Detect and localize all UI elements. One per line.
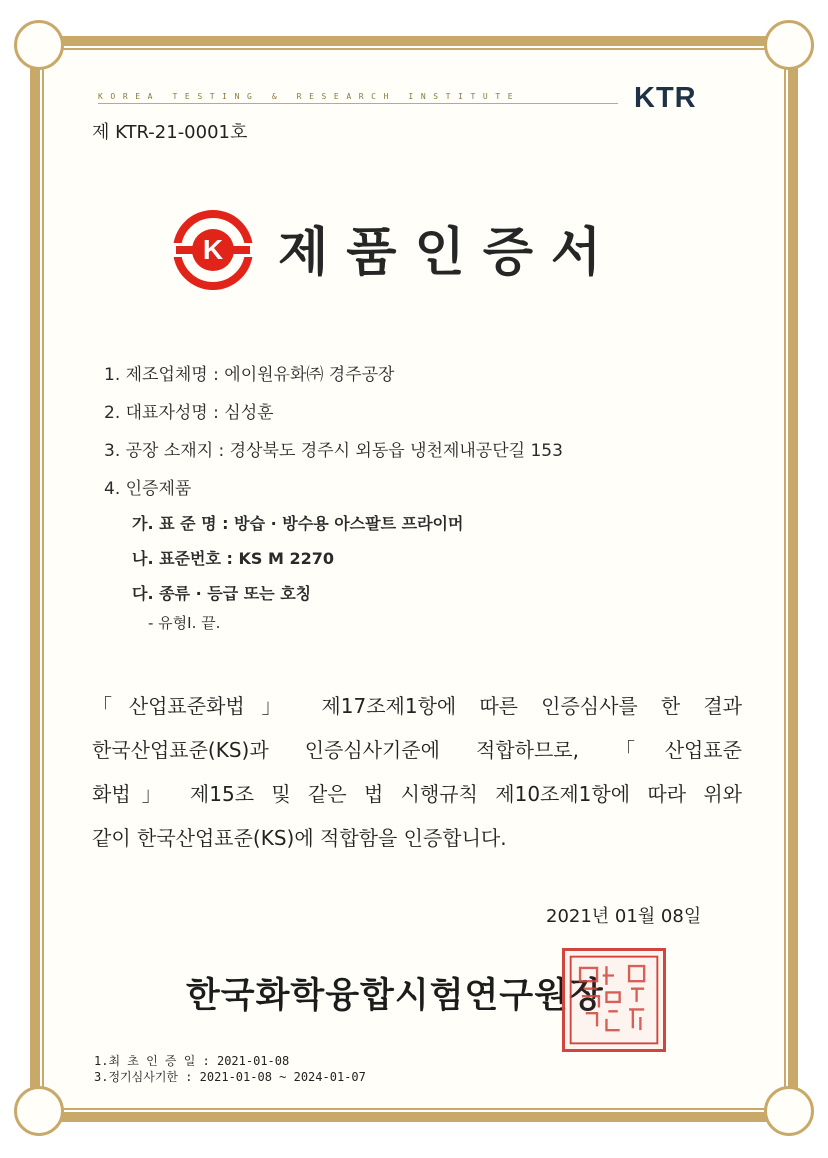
product-standard-name: 가. 표 준 명 : 방습 · 방수용 아스팔트 프라이머 [132,514,464,533]
info-certified-product: 4. 인증제품 [104,479,192,499]
issue-date: 2021년 01월 08일 [546,906,702,927]
statement-line: 「산업표준화법」 제17조제1항에 따른 인증심사를 한 결과 [92,694,742,718]
ktr-logo: KTR [634,82,697,114]
certificate-number: 제 KTR-21-0001호 [92,122,248,143]
frame-corner-ornament [764,1086,814,1136]
ks-mark-icon [170,207,256,293]
statement-line: 한국산업표준(KS)과 인증심사기준에 적합하므로, 「산업표준 [92,738,742,762]
official-seal-icon [562,948,666,1052]
frame-corner-ornament [764,20,814,70]
info-factory-address: 3. 공장 소재지 : 경상북도 경주시 외동읍 냉천제내공단길 153 [104,441,563,461]
first-certification-date: 1.최 초 인 증 일 : 2021-01-08 [94,1054,290,1068]
frame-corner-ornament [14,20,64,70]
header-divider [98,103,618,104]
certification-statement [92,684,742,860]
certificate-title: 제품인증서 [278,223,620,283]
statement-line: 같이 한국산업표준(KS)에 적합함을 인증합니다. [92,826,507,850]
issuer-name: 한국화학융합시험연구원장 [186,976,604,1016]
product-type-value: - 유형Ⅰ. 끝. [148,614,221,632]
info-representative: 2. 대표자성명 : 심성훈 [104,403,274,423]
institute-name-line: KOREA TESTING & RESEARCH INSTITUTE [98,92,521,101]
statement-line: 화법」 제15조 및 같은 법 시행규칙 제10조제1항에 따라 위와 [92,782,742,806]
product-type-grade: 다. 종류 · 등급 또는 호칭 [132,584,312,603]
svg-text:K: K [202,234,224,265]
product-standard-number: 나. 표준번호 : KS M 2270 [132,549,334,568]
frame-corner-ornament [14,1086,64,1136]
certificate-frame [30,36,798,1122]
periodic-review-period: 3.정기심사기한 : 2021-01-08 ~ 2024-01-07 [94,1070,366,1084]
info-manufacturer: 1. 제조업체명 : 에이원유화㈜ 경주공장 [104,365,395,385]
